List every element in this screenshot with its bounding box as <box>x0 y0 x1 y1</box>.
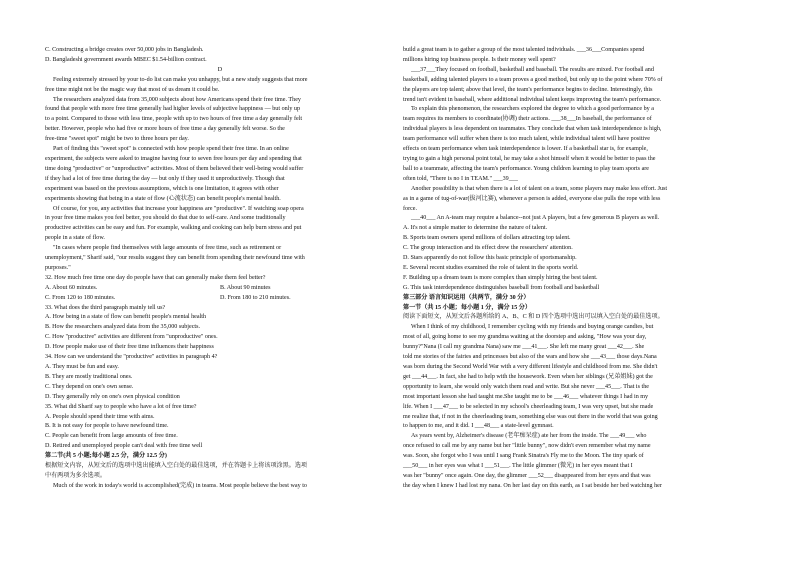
passage-line: get ___44___. In fact, she had to help with the housework. Even when her siblings (兄弟姐妹) got the <box>403 373 653 380</box>
passage-line: individual players is less dependent on teammates. They conclude that when task interdependence is high, <box>403 126 662 133</box>
option-35-d[interactable]: D. Retired and unemployed people can't deal with free time well <box>45 443 203 450</box>
passage-line: time doing "productive" or "unproductive" activities. Most of them believed their well-being would suffer <box>45 165 304 172</box>
option-34-d[interactable]: D. They generally rely on one's own physical condition <box>45 393 180 400</box>
option-c[interactable]: C. The group interaction and its effect drew the researchers' attention. <box>403 245 573 252</box>
option-32-d[interactable]: D. From 180 to 210 minutes. <box>220 294 291 301</box>
passage-line: most important lesson she had taught me.She taught me to be ___46___ whatever things I had in my <box>403 393 649 400</box>
passage-line: trying to gain a high personal point total, he may take a shot himself when it would be better to pass the <box>403 155 656 162</box>
passage-line: me realize that, if not in the cheerleading team, something else was out there in the world that was going <box>403 413 658 420</box>
passage-line: ___50___ in her eyes was what I ___51___. The little glimmer (微光) in her eyes meant that I <box>403 463 633 470</box>
passage-line: force. <box>403 205 418 212</box>
right-column <box>403 46 757 492</box>
passage-line: told me stories of the fairies and princesses but also of the wars and how she ___43___ those days.Nana <box>403 354 657 361</box>
passage-line: often told, "There is no I in TEAM." ___39___ <box>403 175 518 182</box>
passage-line: the players are top talent; above that level, the team's performance begins to decline. Interestingly, this <box>403 86 653 93</box>
passage-line: ___40___ An A-team may require a balance--not just A players, but a few generous B players as well. <box>411 215 660 222</box>
passage-line: To explain this phenomenon, the researchers explored the degree to which a good performance by a <box>411 106 654 113</box>
passage-line: free-time "sweet spot" might be two to three hours per day. <box>45 136 189 143</box>
passage-line: build a great team is to gather a group of the most talented individuals. ___36___Companies spend <box>403 47 645 53</box>
passage-line: as in a game of tug-of-war(拔河比赛), whenever a person is added, everyone else pulls the rope with less <box>403 195 661 202</box>
section-heading: 第一节（共 15 小题；每小题 1 分，满分 15 分） <box>403 304 531 311</box>
passage-line: "In cases where people find themselves with large amounts of free time, such as retirement or <box>53 245 282 252</box>
passage-line: was born during the Second World War with a very different lifestyle and childhood from me. She didn't <box>403 364 658 370</box>
option-34-b[interactable]: B. They are mostly traditional ones. <box>45 373 133 380</box>
option-line: D. Bangladeshi government awards MBEC $1.54-billion contract. <box>45 56 207 63</box>
option-d[interactable]: D. Stars apparently do not follow this basic principle of sportsmanship. <box>403 255 577 262</box>
passage-line: effects on team performance when task interdependence is lower. If a basketball star is, for example, <box>403 146 648 153</box>
question-33: 33. What does the third paragraph mainly tell us? <box>45 304 166 311</box>
passage-line: most of all, going home to see my grandma waiting at the doorstep and asking, "How was your day, <box>403 334 647 341</box>
passage-line: team performance will suffer when there is too much talent, while individual talent will have positive <box>403 136 650 143</box>
option-34-c[interactable]: C. They depend on one's own sense. <box>45 383 134 390</box>
passage-line: Feeling extremely stressed by your to-do list can make you unhappy, but a new study suggests that more <box>53 76 308 83</box>
option-35-a[interactable]: A. People should spend their time with aims. <box>45 413 155 420</box>
passage-line: to a point. Compared to those with less time, people with up to two hours of free time a day generally felt <box>45 116 303 123</box>
passage-line: experiment was based on the previous assumptions, which is one limitation, it agrees with other <box>45 185 279 192</box>
passage-line: experiments showing that being in a state of flow (心流状态) can benefit people's mental health. <box>45 195 281 202</box>
passage-line: purposes." <box>45 264 71 271</box>
passage-line: Part of finding this "sweet spot" is connected with how people spend their free time. In an online <box>53 146 289 153</box>
option-35-c[interactable]: C. People can benefit from large amounts of free time. <box>45 433 178 440</box>
part-heading: 第三部分 语言知识运用（共两节，满分 30 分） <box>403 294 530 301</box>
passage-line: once refused to call me by any name but her "little bunny", now didn't even remember what my name <box>403 443 651 450</box>
passage-label: D <box>217 66 223 73</box>
passage-line: life. When I ___47___ to be selected in my school's cheerleading team, I was very upset, but she made <box>403 403 654 410</box>
passage-line: millions hiring top business people. Is their money well spent? <box>403 56 556 63</box>
option-b[interactable]: B. Sports team owners spend millions of dollars attracting top talent. <box>403 235 571 242</box>
passage-line: ___37___They focused on football, basketball and baseball. The results are mixed. For football and <box>411 66 654 73</box>
passage-line: opportunity to learn, she would only watch them read and write. But she never ___45___. That is the <box>403 383 649 390</box>
option-33-d[interactable]: D. How people make use of their free time influences their happiness <box>45 344 214 351</box>
passage-line: was. Soon, she forgot who I was until I sang Frank Sinatra's Fly me to the Moon. The tiny spark of <box>403 453 644 460</box>
passage-line: the day when I knew I had lost my nana. On her last day on this earth, as I sat beside her bed watching her <box>403 482 662 489</box>
passage-line: When I think of my childhood, I remember cycling with my friends and buying orange candies, but <box>411 324 654 331</box>
passage-line: The researchers analyzed data from 35,000 subjects about how Americans spend their free time. They <box>53 96 301 103</box>
option-32-c[interactable]: C. From 120 to 180 minutes. <box>45 294 116 301</box>
option-g[interactable]: G. This task interdependence distinguishes baseball from football and basketball <box>403 284 600 291</box>
passage-line: found that people with more free time generally had higher levels of subjective happiness — but only up <box>45 106 301 113</box>
option-32-a[interactable]: A. About 60 minutes. <box>45 284 98 291</box>
option-33-a[interactable]: A. How being in a state of flow can benefit people's mental health <box>45 314 207 321</box>
passage-line: unemployment," Sharif said, "our results suggest they can benefit from spending their newfound time with <box>45 255 305 262</box>
passage-line: ball to a teammate, affecting the team's performance. Young children learning to play team sports are <box>403 165 650 172</box>
section-instruction: 阅读下面短文，从短文后各题所给的 A、B、C 和 D 四个选项中选出可以填入空白处的最佳选项。 <box>403 314 664 321</box>
passage-line: Another possibility is that when there is a lot of talent on a team, some players may make less effort. Just <box>411 185 668 192</box>
passage-line: was her "bunny" once again. One day, the glimmer ___52___ disappeared from her eyes and that was <box>403 472 651 479</box>
option-33-b[interactable]: B. How the researchers analyzed data from the 35,000 subjects. <box>45 324 200 331</box>
option-line: C. Constructing a bridge creates over 50,000 jobs in Bangladesh. <box>45 47 204 53</box>
option-e[interactable]: E. Several recent studies examined the role of talent in the sports world. <box>403 264 579 271</box>
option-32-b[interactable]: B. About 90 minutes <box>220 284 271 291</box>
option-f[interactable]: F. Building up a dream team is more complex than simply hiring the best talent. <box>403 274 598 281</box>
option-33-c[interactable]: C. How "productive" activities are different from "unproductive" ones. <box>45 334 218 341</box>
section-heading: 第二节(共 5 小题;每小题 2.5 分，满分 12.5 分) <box>45 453 167 460</box>
passage-line: trend isn't evident in baseball, where additional individual talent keeps improving the team's performance. <box>403 96 662 103</box>
left-column <box>45 46 395 492</box>
question-34: 34. How can we understand the "productive" activities in paragraph 4? <box>45 354 218 361</box>
passage-line: people in a state of flow. <box>45 235 105 242</box>
passage-line: productive activities can be easy and fun. For example, walking and cooking can help burn stress and put <box>45 225 302 232</box>
passage-line: basketball, adding talented players to a team proves a good method, but only up to the point where 70% of <box>403 76 663 83</box>
passage-line: Much of the work in today's world is accomplished(完成) in teams. Most people believe the best way to <box>53 482 307 489</box>
question-35: 35. What did Sharif say to people who have a lot of free time? <box>45 403 197 410</box>
option-34-a[interactable]: A. They must be fun and easy. <box>45 364 119 370</box>
passage-line: team requires its members to coordinate(协调) their actions. ___38___In baseball, the performance of <box>403 116 652 123</box>
passage-line: better. However, people who had five or more hours of free time a day generally felt worse. So the <box>45 126 285 133</box>
passage-line: free time might not be the magic way that most of us dream it could be. <box>45 86 220 93</box>
option-a[interactable]: A. It's not a simple matter to determine the nature of talent. <box>403 225 548 232</box>
passage-line: in your free time makes you feel better, you should do that due to self-care. And some traditionally <box>45 215 286 222</box>
section-instruction: 根据短文内容，从短文后的选项中选出能填入空白处的最佳选项，并在答题卡上将该项涂黑。选项 <box>45 463 308 470</box>
passage-line: if they had a lot of free time during the day — but only if they used it unproductively. Though that <box>45 175 285 182</box>
passage-line: bunny?"Nana (I call my grandma Nana) saw me ___41___. She left me many great ___42___. She <box>403 344 645 351</box>
passage-line: Of course, for you, any activities that increase your happiness are "productive". If watching soap opera <box>53 205 304 212</box>
question-32: 32. How much free time one day do people have that can generally make them feel better? <box>45 274 266 281</box>
passage-line: to happen to me, and it did. I ___48___ a state-level gymnast. <box>403 423 554 430</box>
passage-line: As years went by, Alzheimer's disease (老年痴呆症) ate her from the inside. The ___49___ who <box>411 433 647 440</box>
passage-line: experiment, the subjects were asked to imagine having four to seven free hours per day and spending that <box>45 155 302 162</box>
section-instruction: 中有两项为多余选项。 <box>45 472 106 479</box>
option-35-b[interactable]: B. It is not easy for people to have newfound time. <box>45 423 169 430</box>
